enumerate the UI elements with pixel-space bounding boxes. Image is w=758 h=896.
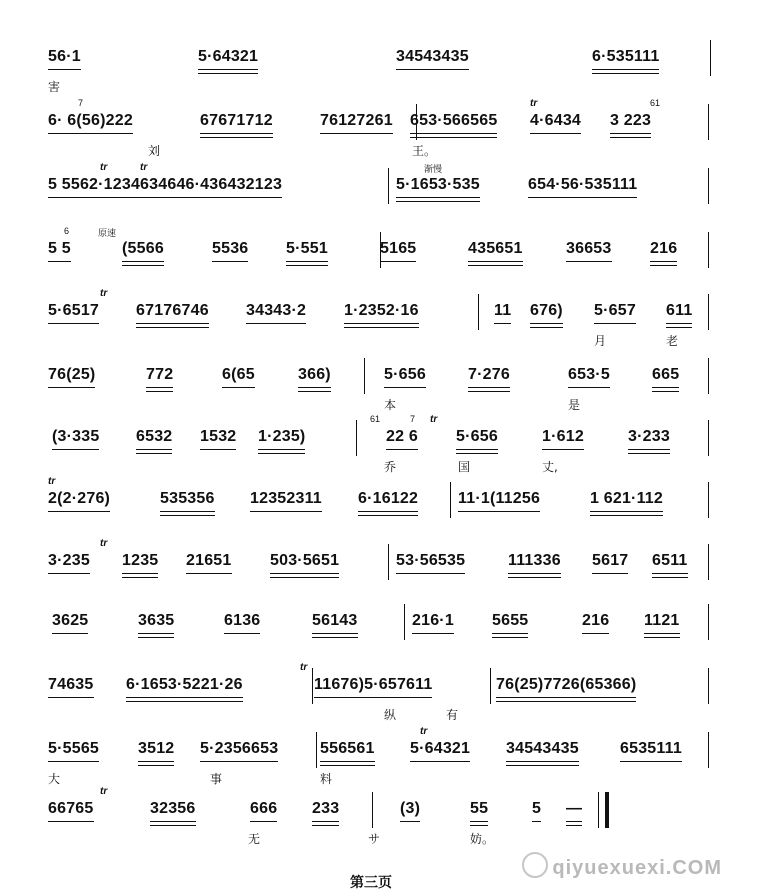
barline <box>708 294 709 330</box>
annotation: 原速 <box>98 228 117 238</box>
trill-mark: tr <box>100 786 108 797</box>
logo-icon <box>522 852 548 878</box>
measure: (3·335 <box>52 428 100 445</box>
barline <box>710 40 711 76</box>
barline <box>404 604 405 640</box>
annotation: 61 <box>370 414 381 424</box>
lyric: 害 <box>48 80 61 94</box>
measure: 11 <box>494 302 512 319</box>
trill-mark: tr <box>100 288 108 299</box>
barline <box>708 482 709 518</box>
measure: 5·64321 <box>410 740 471 757</box>
annotation: 7 <box>78 98 84 108</box>
measure: 11676)5·657611 <box>314 676 433 693</box>
measure: 76127261 <box>320 112 393 129</box>
barline <box>708 732 709 768</box>
measure: 32356 <box>150 800 196 817</box>
measure: 3635 <box>138 612 175 629</box>
trill-mark: tr <box>100 162 108 173</box>
measure: 1·612 <box>542 428 584 445</box>
staff-row <box>0 786 758 860</box>
lyric: 是 <box>568 398 581 412</box>
measure: 55 <box>470 800 489 817</box>
measure: 5·551 <box>286 240 328 257</box>
watermark-text: qiyuexuexi.COM <box>552 857 722 879</box>
measure: 5·656 <box>384 366 426 383</box>
measure: 56·1 <box>48 48 81 65</box>
measure: 3512 <box>138 740 175 757</box>
measure: 654·56·535111 <box>528 176 638 193</box>
barline <box>388 168 389 204</box>
measure: 5165 <box>380 240 417 257</box>
staff-row <box>0 226 758 300</box>
lyric: 妨。 <box>470 832 495 846</box>
measure: 56143 <box>312 612 358 629</box>
measure: 5·1653·535 <box>396 176 480 193</box>
trill-mark: tr <box>140 162 148 173</box>
measure: 3 223 <box>610 112 652 129</box>
measure: 66765 <box>48 800 94 817</box>
barline <box>372 792 373 828</box>
measure: 556561 <box>320 740 375 757</box>
measure: 4·6434 <box>530 112 582 129</box>
trill-mark: tr <box>300 662 308 673</box>
measure: 5617 <box>592 552 629 569</box>
measure: 3·233 <box>628 428 670 445</box>
measure: 5·5565 <box>48 740 100 757</box>
measure: 676) <box>530 302 563 319</box>
measure: 665 <box>652 366 680 383</box>
measure: 1532 <box>200 428 237 445</box>
measure: 5 5562·1234634646·436432123 <box>48 176 283 193</box>
barline <box>708 358 709 394</box>
lyric: 王。 <box>412 144 437 158</box>
measure: 5·657 <box>594 302 636 319</box>
lyric: 大 <box>48 772 61 786</box>
trill-mark: tr <box>100 538 108 549</box>
staff-row <box>0 414 758 488</box>
measure: 653·5 <box>568 366 610 383</box>
measure: 6532 <box>136 428 173 445</box>
measure: 6· 6(56)222 <box>48 112 133 129</box>
trill-mark: tr <box>430 414 438 425</box>
lyric: 料 <box>320 772 333 786</box>
measure: 216 <box>650 240 678 257</box>
lyric: サ <box>368 832 381 846</box>
watermark <box>522 852 722 880</box>
measure: (5566 <box>122 240 164 257</box>
measure: 34543435 <box>506 740 579 757</box>
barline <box>490 668 491 704</box>
lyric: 无 <box>248 832 261 846</box>
measure: 6535111 <box>620 740 682 757</box>
measure: 53·56535 <box>396 552 466 569</box>
measure: 772 <box>146 366 174 383</box>
page-footer: 第三页 <box>350 874 392 890</box>
trill-mark: tr <box>530 98 538 109</box>
annotation: 61 <box>650 98 661 108</box>
barline <box>312 668 313 704</box>
staff-row <box>0 288 758 362</box>
measure: 5·64321 <box>198 48 259 65</box>
measure: 6136 <box>224 612 261 629</box>
lyric: 本 <box>384 398 397 412</box>
measure: 67176746 <box>136 302 209 319</box>
trill-mark: tr <box>420 726 428 737</box>
lyric: 老 <box>666 334 679 348</box>
barline <box>708 104 709 140</box>
measure: 34343·2 <box>246 302 307 319</box>
staff-row <box>0 98 758 172</box>
measure: 1·2352·16 <box>344 302 419 319</box>
staff-row <box>0 612 758 672</box>
measure: 11·1(11256 <box>458 490 541 507</box>
measure: 3625 <box>52 612 89 629</box>
measure: 34543435 <box>396 48 469 65</box>
barline <box>478 294 479 330</box>
lyric: 纵 <box>384 708 397 722</box>
measure: 1235 <box>122 552 159 569</box>
measure: 1 621·112 <box>590 490 663 507</box>
lyric: 国 <box>458 460 471 474</box>
staff-row <box>0 726 758 800</box>
measure: 3·235 <box>48 552 90 569</box>
barline <box>316 732 317 768</box>
barline <box>416 104 417 140</box>
measure: 1121 <box>644 612 680 629</box>
annotation: 7 <box>410 414 416 424</box>
staff-row <box>0 476 758 550</box>
measure: 5·6517 <box>48 302 100 319</box>
measure: 36653 <box>566 240 612 257</box>
measure: 1·235) <box>258 428 306 445</box>
barline <box>364 358 365 394</box>
measure: 5655 <box>492 612 529 629</box>
barline <box>708 604 709 640</box>
measure: 5·656 <box>456 428 498 445</box>
measure: 535356 <box>160 490 215 507</box>
trill-mark: tr <box>48 476 56 487</box>
lyric: 丈, <box>542 460 558 474</box>
measure: 5 <box>532 800 542 817</box>
annotation: 渐慢 <box>424 164 443 174</box>
measure: 5 5 <box>48 240 71 257</box>
measure: 216·1 <box>412 612 454 629</box>
final-barline <box>598 792 609 828</box>
barline <box>450 482 451 518</box>
measure: 233 <box>312 800 340 817</box>
lyric: 月 <box>594 334 607 348</box>
staff-row <box>0 538 758 612</box>
measure: 76(25) <box>48 366 96 383</box>
measure: 6·535111 <box>592 48 660 65</box>
measure: 6·1653·5221·26 <box>126 676 243 693</box>
measure: 611 <box>666 302 693 319</box>
measure: 21651 <box>186 552 232 569</box>
lyric: 有 <box>446 708 459 722</box>
measure: 503·5651 <box>270 552 340 569</box>
lyric: 事 <box>210 772 223 786</box>
barline <box>708 420 709 456</box>
staff-row <box>0 662 758 736</box>
measure: 6511 <box>652 552 688 569</box>
measure: 111336 <box>508 552 561 569</box>
measure: 366) <box>298 366 331 383</box>
barline <box>708 232 709 268</box>
barline <box>388 544 389 580</box>
barline <box>356 420 357 456</box>
barline <box>708 668 709 704</box>
measure: 67671712 <box>200 112 273 129</box>
barline <box>380 232 381 268</box>
measure: 76(25)7726(65366) <box>496 676 637 693</box>
measure: 12352311 <box>250 490 322 507</box>
measure: 5536 <box>212 240 249 257</box>
measure: 653·566565 <box>410 112 498 129</box>
lyric: 刘 <box>148 144 161 158</box>
measure: 435651 <box>468 240 523 257</box>
measure: 5·2356653 <box>200 740 279 757</box>
staff-row <box>0 48 758 108</box>
measure: — <box>566 800 583 817</box>
annotation: 6 <box>64 226 70 236</box>
measure: 216 <box>582 612 610 629</box>
measure: 6·16122 <box>358 490 419 507</box>
measure: 2(2·276) <box>48 490 111 507</box>
measure: (3) <box>400 800 421 817</box>
measure: 22 6 <box>386 428 418 445</box>
measure: 7·276 <box>468 366 510 383</box>
lyric: 乔 <box>384 460 397 474</box>
measure: 74635 <box>48 676 94 693</box>
barline <box>708 168 709 204</box>
barline <box>708 544 709 580</box>
measure: 666 <box>250 800 278 817</box>
measure: 6(65 <box>222 366 255 383</box>
